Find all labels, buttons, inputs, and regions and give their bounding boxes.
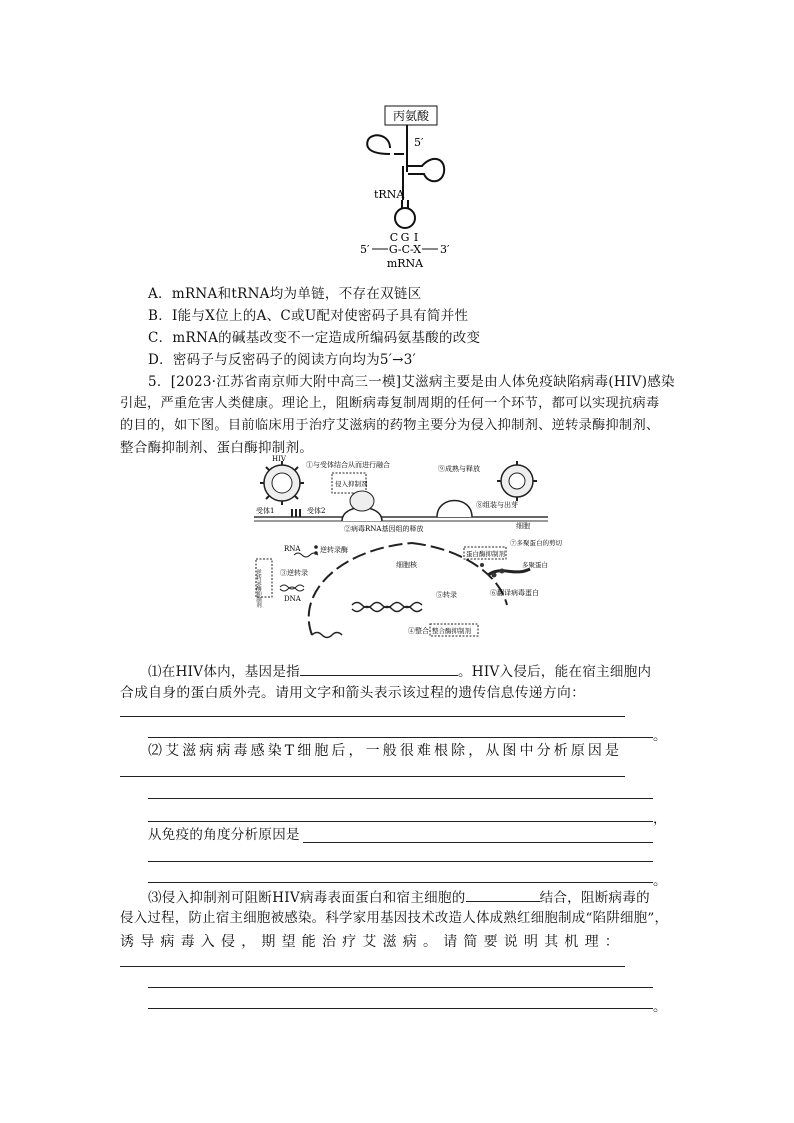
q5-line4: 整合酶抑制剂、蛋白酶抑制剂。 <box>120 440 314 456</box>
sub1-answer-line1[interactable] <box>120 716 625 717</box>
amino-acid-label: 丙氨酸 <box>392 109 430 123</box>
hiv-label: HIV <box>272 455 286 463</box>
sub2-immune-label: 从免疫的角度分析原因是 <box>148 827 300 843</box>
step6-label: ⑥翻译病毒蛋白 <box>490 589 539 597</box>
trna-figure <box>350 100 470 272</box>
sub2-comma: ， <box>653 811 667 827</box>
q5-line1: 5．[2023·江苏省南京师大附中高三一模]艾滋病主要是由人体免疫缺陷病毒(HIV)感染 <box>148 374 675 390</box>
step4-label: ④整合 <box>408 627 429 635</box>
entry-inhibitor-label: 侵入抑制剂 <box>335 480 368 488</box>
sub2-line1: ⑵艾滋病病毒感染T细胞后，一般很难根除，从图中分析原因是 <box>148 743 623 759</box>
dna-label: DNA <box>284 595 301 603</box>
sub3-text-a: ⑶侵入抑制剂可阻断HIV病毒表面蛋白和宿主细胞的 <box>148 890 466 906</box>
step1-label: ①与受体结合从而进行融合 <box>306 461 390 469</box>
step2-label: ②病毒RNA基因组的释放 <box>344 525 424 533</box>
sub2-answer-line2[interactable] <box>148 798 653 799</box>
sub3-blank-receptor[interactable] <box>466 887 540 902</box>
anticodon-g: G <box>400 231 410 244</box>
sub3-line2: 侵入过程，防止宿主细胞被感染。科学家用基因技术改造人体成熟红细胞制成“陷阱细胞”， <box>120 911 669 926</box>
step3-label: ③逆转录 <box>280 569 308 577</box>
cell-label: 细胞 <box>516 522 530 530</box>
sub1-line2: 合成自身的蛋白质外壳。请用文字和箭头表示该过程的遗传信息传递方向： <box>120 685 586 701</box>
sub3-end: 。 <box>653 999 667 1015</box>
option-a: A．mRNA和tRNA均为单链，不存在双链区 <box>148 286 422 302</box>
sub3-answer-line3[interactable] <box>148 1008 653 1009</box>
integrase-inhibitor-label: 整合酶抑制剂 <box>432 627 471 635</box>
sub2-answer-line1[interactable] <box>120 776 625 777</box>
anticodon-c: C <box>389 231 399 244</box>
step9-label: ⑨成熟与释放 <box>438 465 480 473</box>
step5-label: ⑤转录 <box>436 591 457 599</box>
sub2-answer-line5[interactable] <box>148 861 653 862</box>
sub3-answer-line2[interactable] <box>148 987 653 988</box>
anticodon-i: I <box>413 231 419 244</box>
mrna-three-prime: 3′ <box>440 243 450 256</box>
polyprotein-label: 多聚蛋白 <box>522 561 548 569</box>
receptor1-label: 受体1 <box>256 507 275 515</box>
sub1-answer-line2[interactable] <box>148 737 653 738</box>
sub1-blank-gene[interactable] <box>300 661 458 676</box>
reverse-transcriptase-label: 逆转录酶 <box>320 546 348 554</box>
sub1-text-b: 。HIV入侵后，能在宿主细胞内 <box>457 664 652 680</box>
five-prime-top: 5′ <box>414 136 424 149</box>
sub2-answer-line6[interactable] <box>148 882 653 883</box>
mrna-five-prime: 5′ <box>360 243 370 256</box>
step7-label: ⑦多聚蛋白的剪切 <box>510 539 562 547</box>
option-c: C．mRNA的碱基改变不一定造成所编码氨基酸的改变 <box>148 330 481 346</box>
protease-inhibitor-label: 蛋白酶抑制剂 <box>466 550 505 558</box>
rt-inhibitor-label: 逆转录酶抑制剂 <box>255 569 261 608</box>
hiv-replication-figure <box>252 455 562 641</box>
sub3-line1 <box>148 887 650 907</box>
sub1-line1 <box>148 661 651 681</box>
q5-line3: 的目的，如下图。目前临床用于治疗艾滋病的药物主要分为侵入抑制剂、逆转录酶抑制剂、 <box>120 418 660 433</box>
sub1-text-a: ⑴在HIV体内，基因是指 <box>148 664 300 680</box>
nucleus-label: 细胞核 <box>396 561 417 569</box>
sub3-text-b: 结合，阻断病毒的 <box>539 890 650 906</box>
sub2-end: 。 <box>653 873 667 889</box>
sub2-answer-line3[interactable] <box>148 821 653 822</box>
sub3-line3: 诱导病毒入侵，期望能治疗艾滋病。请简要说明其机理： <box>120 934 625 950</box>
sub3-answer-line1[interactable] <box>120 966 625 967</box>
sub2-answer-line4[interactable] <box>303 842 653 843</box>
mrna-label: mRNA <box>386 257 424 270</box>
option-b: B．I能与X位上的A、C或U配对使密码子具有简并性 <box>148 308 469 324</box>
sub1-end: 。 <box>653 728 667 744</box>
trna-label: tRNA <box>374 188 405 201</box>
q5-line2: 引起，严重危害人类健康。理论上，阻断病毒复制周期的任何一个环节，都可以实现抗病毒 <box>120 396 660 411</box>
mrna-codon: G-C-X <box>388 243 422 256</box>
option-d: D．密码子与反密码子的阅读方向均为5′→3′ <box>148 352 417 368</box>
step8-label: ⑧组装与出芽 <box>476 501 518 509</box>
receptor2-label: 受体2 <box>307 507 326 515</box>
rna-label: RNA <box>284 545 301 553</box>
